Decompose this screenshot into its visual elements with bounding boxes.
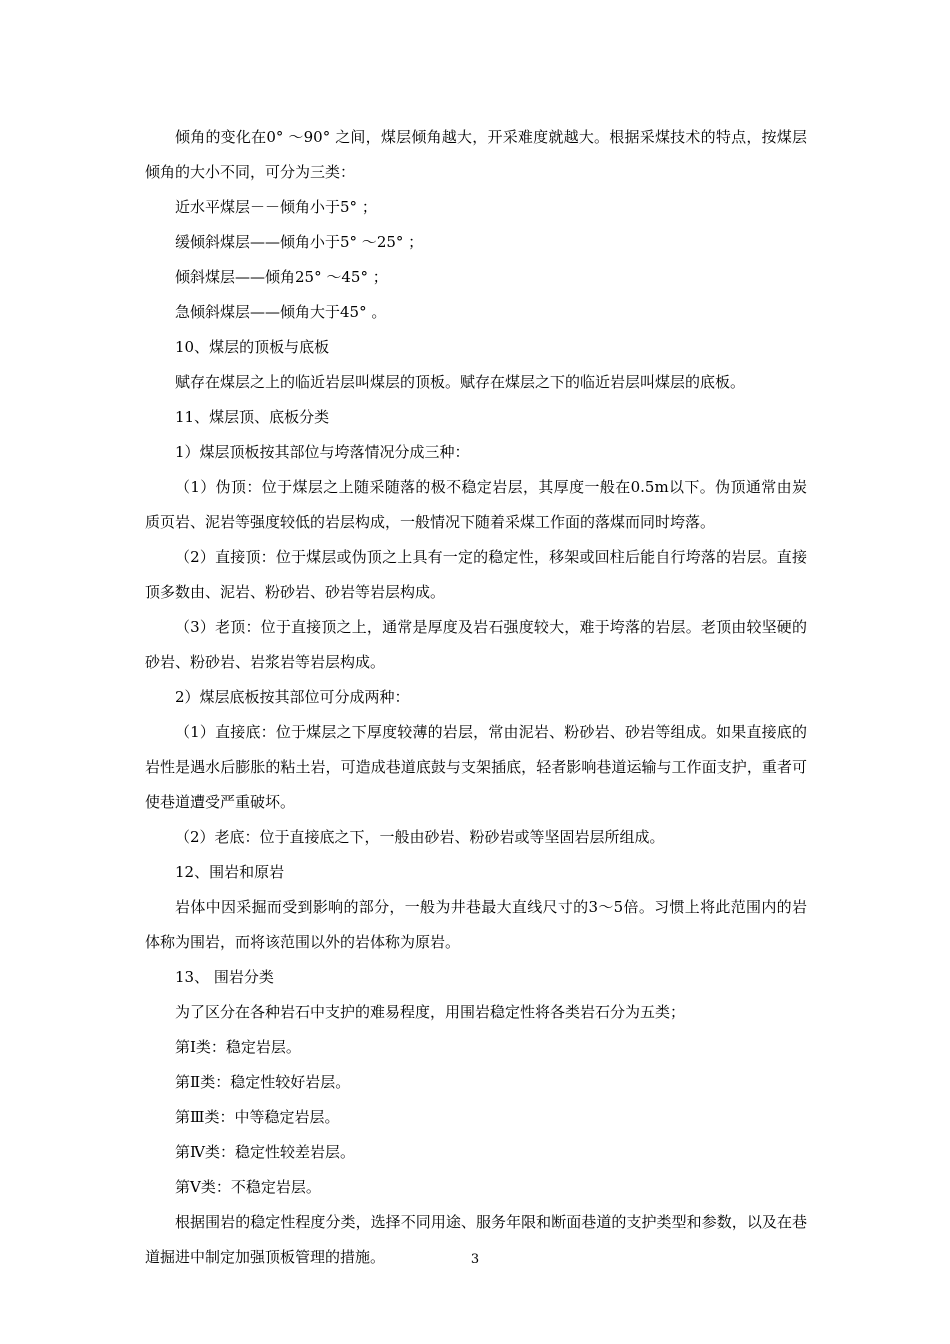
- paragraph-steep-seam: 急倾斜煤层——倾角大于45° 。: [175, 303, 387, 321]
- paragraph-class-4: 第Ⅳ类：稳定性较差岩层。: [175, 1143, 355, 1161]
- page-number: 3: [470, 1252, 480, 1267]
- paragraph-roof-types-intro: 1）煤层顶板按其部位与垮落情况分成三种：: [175, 443, 470, 461]
- paragraph-support-selection: 根据围岩的稳定性程度分类，选择不同用途、服务年限和断面巷道的支护类型和参数，以及在巷道掘进中制定加强顶板管理的措施。: [145, 1213, 807, 1266]
- paragraph-class-1: 第Ⅰ类：稳定岩层。: [175, 1038, 301, 1056]
- heading-roof-and-floor: 10、煤层的顶板与底板: [175, 338, 330, 356]
- paragraph-classification-intro: 为了区分在各种岩石中支护的难易程度，用围岩稳定性将各类岩石分为五类；: [175, 1003, 686, 1021]
- paragraph-dip-change: 倾角的变化在0° ～90° 之间，煤层倾角越大，开采难度就越大。根据采煤技术的特点，按煤层倾角的大小不同，可分为三类：: [145, 128, 807, 181]
- heading-rock-classification: 13、 围岩分类: [175, 968, 274, 986]
- paragraph-main-roof: （3）老顶：位于直接顶之上，通常是厚度及岩石强度较大，难于垮落的岩层。老顶由较坚硬的砂岩、粉砂岩、岩浆岩等岩层构成。: [145, 618, 807, 671]
- paragraph-surrounding-rock-definition: 岩体中因采掘而受到影响的部分，一般为井巷最大直线尺寸的3～5倍。习惯上将此范围内的岩体称为围岩，而将该范围以外的岩体称为原岩。: [145, 898, 807, 951]
- paragraph-gently-inclined-seam: 缓倾斜煤层——倾角小于5° ～25° ；: [175, 233, 424, 251]
- paragraph-floor-types-intro: 2）煤层底板按其部位可分成两种：: [175, 688, 410, 706]
- paragraph-roof-floor-definition: 赋存在煤层之上的临近岩层叫煤层的顶板。赋存在煤层之下的临近岩层叫煤层的底板。: [175, 373, 746, 391]
- paragraph-immediate-roof: （2）直接顶：位于煤层或伪顶之上具有一定的稳定性，移架或回柱后能自行垮落的岩层。直接顶多数由、泥岩、粉砂岩、砂岩等岩层构成。: [145, 548, 807, 601]
- heading-surrounding-rock: 12、围岩和原岩: [175, 863, 285, 881]
- paragraph-near-horizontal-seam: 近水平煤层－－倾角小于5° ；: [175, 198, 377, 216]
- page-content: [145, 120, 807, 1275]
- paragraph-class-5: 第Ⅴ类：不稳定岩层。: [175, 1178, 321, 1196]
- paragraph-inclined-seam: 倾斜煤层——倾角25° ～45° ；: [175, 268, 388, 286]
- paragraph-immediate-floor: （1）直接底：位于煤层之下厚度较薄的岩层，常由泥岩、粉砂岩、砂岩等组成。如果直接底的岩性是遇水后膨胀的粘土岩，可造成巷道底鼓与支架插底，轻者影响巷道运输与工作面支护，重者可使巷道遭受严重破坏。: [145, 723, 807, 811]
- heading-roof-floor-classification: 11、煤层顶、底板分类: [175, 408, 330, 426]
- paragraph-class-3: 第Ⅲ类：中等稳定岩层。: [175, 1108, 340, 1126]
- paragraph-false-roof: （1）伪顶：位于煤层之上随采随落的极不稳定岩层，其厚度一般在0.5m以下。伪顶通常由炭质页岩、泥岩等强度较低的岩层构成，一般情况下随着采煤工作面的落煤而同时垮落。: [145, 478, 807, 531]
- paragraph-class-2: 第Ⅱ类：稳定性较好岩层。: [175, 1073, 351, 1091]
- paragraph-main-floor: （2）老底：位于直接底之下，一般由砂岩、粉砂岩或等坚固岩层所组成。: [175, 828, 665, 846]
